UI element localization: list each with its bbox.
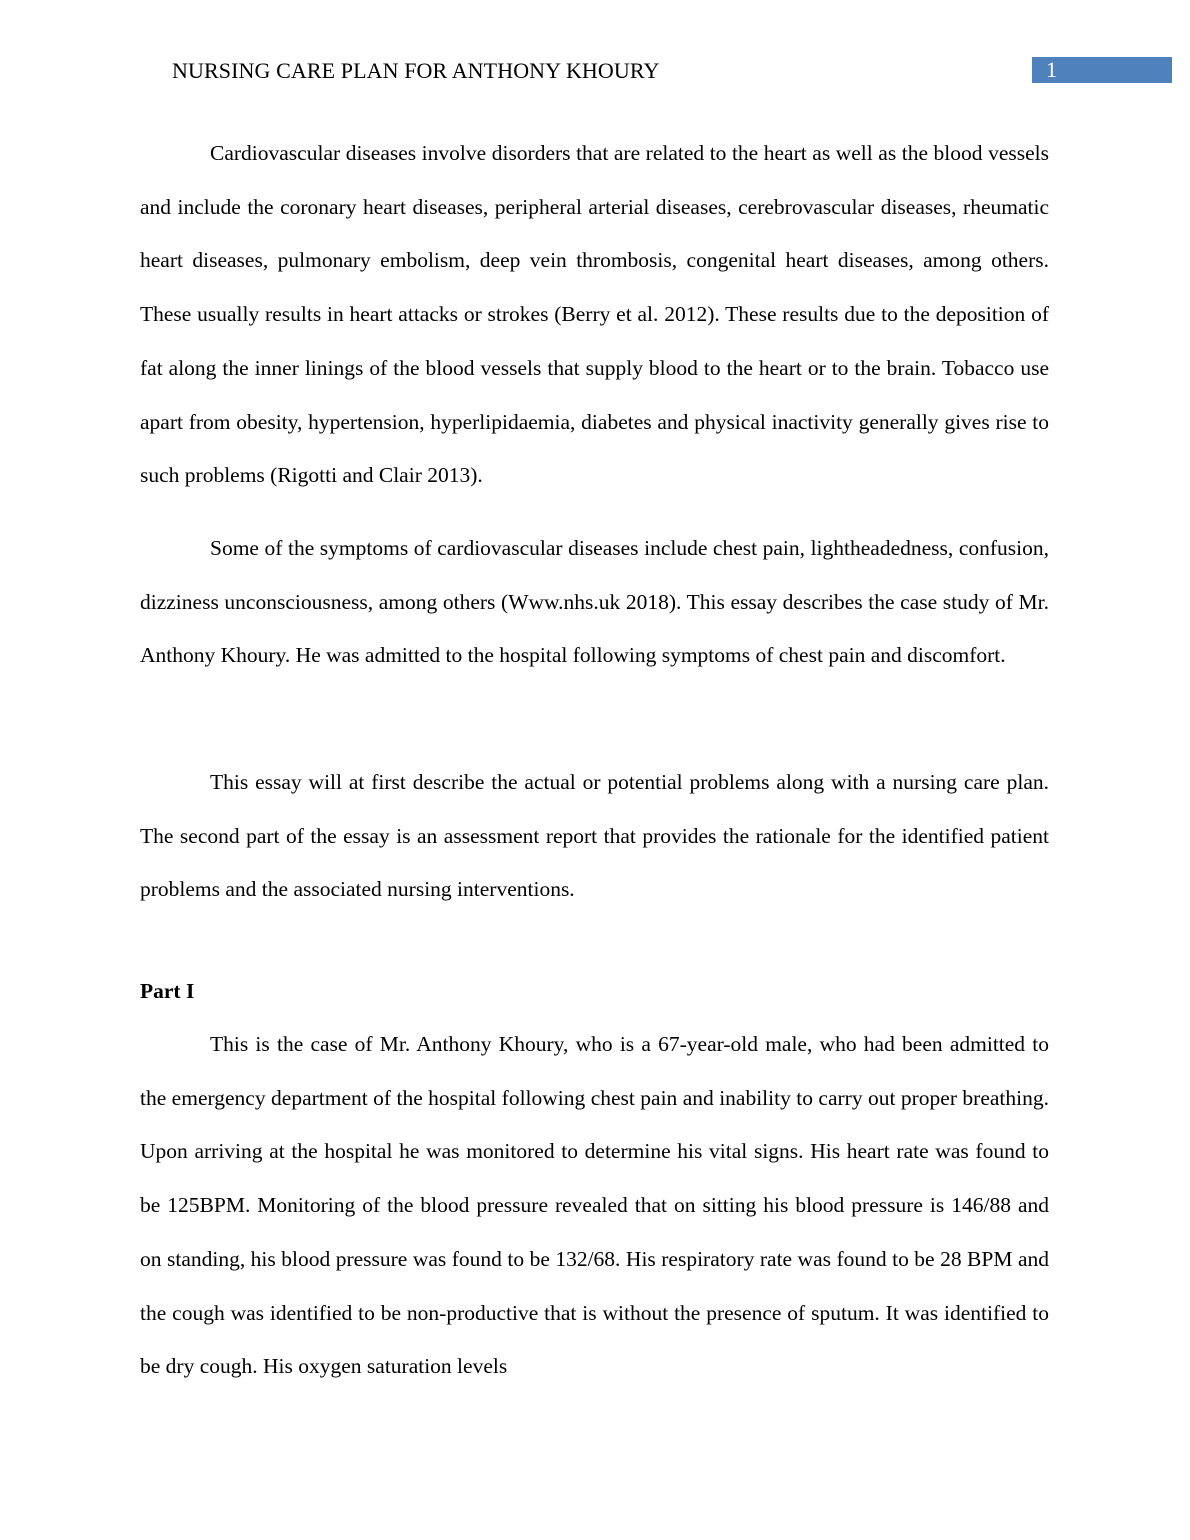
paragraph-essay-outline: This essay will at first describe the actual or potential problems along with a nursing care plan. The second part of the essay is an assessment report that provides the rationale for the identified patient problems and the associated nursing interventions. [140, 770, 1049, 902]
paragraph-symptoms: Some of the symptoms of cardiovascular diseases include chest pain, lightheadedness, confusion, dizziness unconsciousness, among others (Www.nhs.uk 2018). This essay describes the case study of Mr. Anthony Khoury. He was admitted to the hospital following symptoms of chest pain and discomfort. [140, 536, 1049, 668]
paragraph-intro: Cardiovascular diseases involve disorders that are related to the heart as well as the blood vessels and include the coronary heart diseases, peripheral arterial diseases, cerebrovascular diseases, rheumatic heart diseases, pulmonary embolism, deep vein thrombosis, congenital heart diseases, among others. These usually results in heart attacks or strokes (Berry et al. 2012). These results due to the deposition of fat along the inner linings of the blood vessels that supply blood to the heart or to the brain. Tobacco use apart from obesity, hypertension, hyperlipidaemia, diabetes and physical inactivity generally gives rise to such problems (Rigotti and Clair 2013). [140, 141, 1049, 488]
running-header-title: NURSING CARE PLAN FOR ANTHONY KHOURY [172, 58, 660, 83]
page-number-box [1032, 57, 1172, 83]
section-heading-part-1: Part I [140, 979, 195, 1003]
paragraph-case-description: This is the case of Mr. Anthony Khoury, who is a 67-year-old male, who had been admitted to the emergency department of the hospital following chest pain and inability to carry out proper breathing. Upon arriving at the hospital he was monitored to determine his vital signs. His heart rate was found to be 125BPM. Monitoring of the blood pressure revealed that on sitting his blood pressure is 146/88 and on standing, his blood pressure was found to be 132/68. His respiratory rate was found to be 28 BPM and the cough was identified to be non-productive that is without the presence of sputum. It was identified to be dry cough. His oxygen saturation levels [140, 1032, 1049, 1379]
page-number: 1 [1046, 57, 1057, 82]
